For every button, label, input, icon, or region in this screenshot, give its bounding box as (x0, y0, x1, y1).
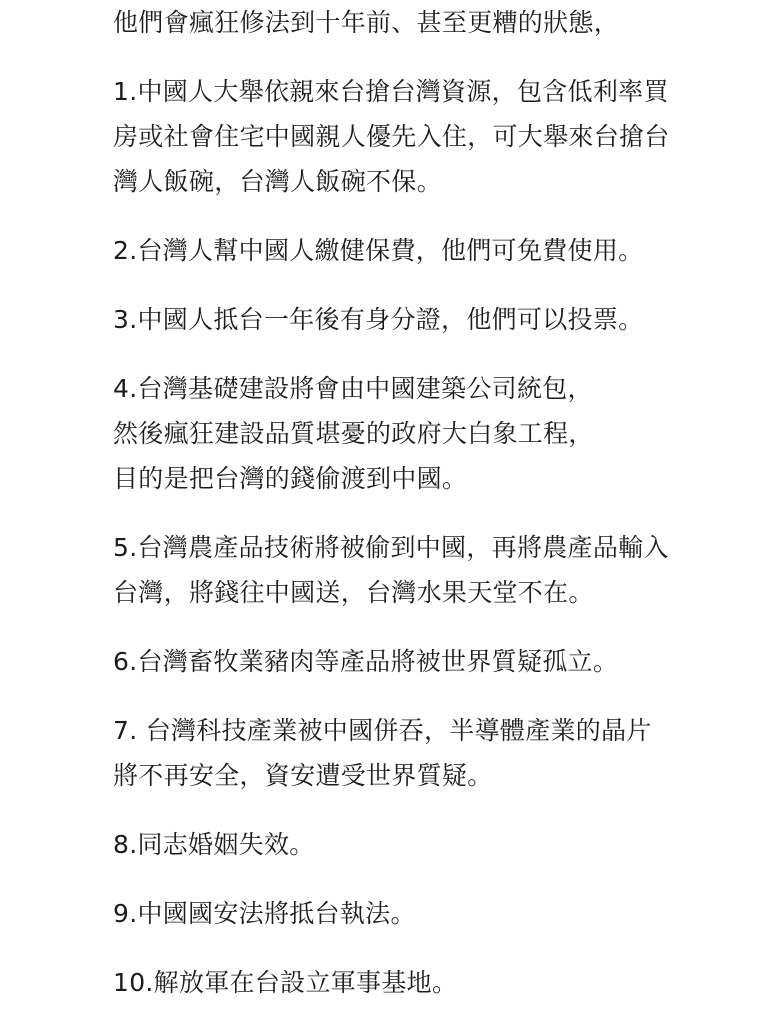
paragraph-item-5 (113, 525, 753, 615)
paragraph-item-2 (113, 228, 753, 273)
text-line: 灣人飯碗，台灣人飯碗不保。 (113, 167, 442, 196)
text-line: 4.台灣基礎建設將會由中國建築公司統包， (113, 374, 593, 403)
text-line: 10.解放軍在台設立軍事基地。 (113, 968, 458, 997)
paragraph-item-1 (113, 69, 753, 204)
text-line: 2.台灣人幫中國人繳健保費，他們可免費使用。 (113, 236, 644, 265)
post-body (113, 0, 753, 1005)
paragraph-intro (113, 0, 753, 45)
text-line: 房或社會住宅中國親人優先入住，可大舉來台搶台 (113, 122, 670, 151)
text-line: 目的是把台灣的錢偷渡到中國。 (113, 464, 468, 493)
text-line: 他們會瘋狂修法到十年前、甚至更糟的狀態， (113, 8, 620, 37)
text-line: 將不再安全，資安遭受世界質疑。 (113, 761, 493, 790)
paragraph-item-7 (113, 708, 753, 798)
paragraph-item-3 (113, 297, 753, 342)
paragraph-item-6 (113, 639, 753, 684)
text-line: 3.中國人抵台一年後有身分證，他們可以投票。 (113, 305, 644, 334)
text-line: 然後瘋狂建設品質堪憂的政府大白象工程， (113, 419, 594, 448)
paragraph-item-10 (113, 960, 753, 1005)
paragraph-item-8 (113, 822, 753, 867)
text-line: 7. 台灣科技產業被中國併吞，半導體產業的晶片 (113, 716, 652, 745)
text-line: 1.中國人大舉依親來台搶台灣資源，包含低利率買 (113, 77, 669, 106)
text-line: 台灣，將錢往中國送，台灣水果天堂不在。 (113, 578, 594, 607)
text-line: 8.同志婚姻失效。 (113, 830, 315, 859)
text-line: 5.台灣農產品技術將被偷到中國，再將農產品輸入 (113, 533, 669, 562)
text-line: 6.台灣畜牧業豬肉等產品將被世界質疑孤立。 (113, 647, 619, 676)
paragraph-item-4 (113, 366, 753, 501)
paragraph-item-9 (113, 891, 753, 936)
text-line: 9.中國國安法將抵台執法。 (113, 899, 416, 928)
